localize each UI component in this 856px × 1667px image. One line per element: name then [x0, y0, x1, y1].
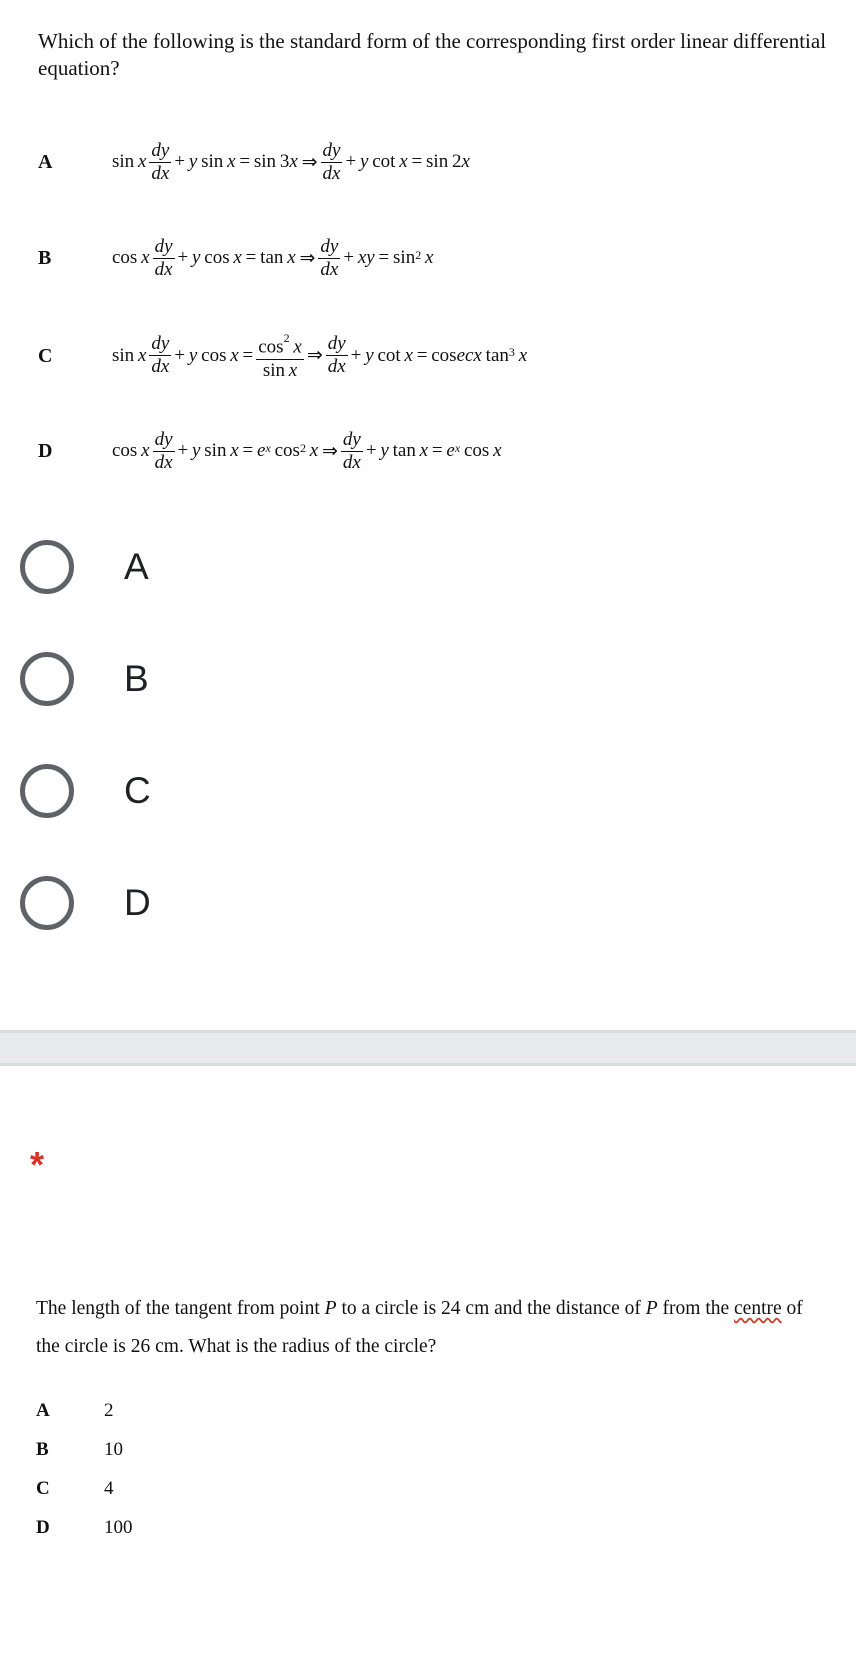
radio-button-a[interactable] [20, 540, 74, 594]
radio-label-a[interactable]: A [124, 546, 149, 587]
q1-option-c [38, 326, 527, 386]
q1-option-d [38, 421, 502, 481]
q2-option-c [36, 1474, 114, 1504]
required-asterisk: * [30, 1144, 45, 1185]
question-1-text: Which of the following is the standard form of the corresponding first order linear differential equation? [38, 29, 827, 80]
radio-choice-c[interactable] [20, 761, 151, 821]
radio-choice-b[interactable] [20, 649, 149, 709]
q2-option-b-letter: B [36, 1439, 49, 1460]
q2-option-d-value: 100 [104, 1517, 133, 1538]
radio-button-b[interactable] [20, 652, 74, 706]
radio-label-c[interactable]: C [124, 770, 151, 811]
q1-option-b [38, 228, 433, 288]
radio-label-b[interactable]: B [124, 658, 149, 699]
q2-option-a [36, 1396, 114, 1426]
q2-option-a-value: 2 [104, 1400, 114, 1421]
q1-option-a-letter: A [38, 150, 53, 173]
q2-option-c-value: 4 [104, 1478, 114, 1499]
q1-option-c-equation: sin x $\frac{dy}{dx}$ + y cos x = $\frac{\cos^2 x}{\text{sin x}}$ ⇒ $\frac{dy}{dx}$ + y cot x = cos ecx tan $^3$ x [112, 331, 528, 381]
q1-option-a-equation: sin x $\frac{dy}{dx}$ + y sin x = sin 3 x ⇒ $\frac{dy}{dx}$ + y cot x = sin 2 x [112, 139, 470, 184]
q2-option-b-value: 10 [104, 1439, 123, 1460]
section-divider [0, 1030, 856, 1066]
q2-option-d-letter: D [36, 1517, 50, 1538]
q1-option-c-letter: C [38, 344, 53, 367]
q2-option-a-letter: A [36, 1400, 50, 1421]
question-2-text: The length of the tangent from point P to a circle is 24 cm and the distance of P from the centre of the circle is 26 cm. What is the radius of the circle? [36, 1298, 803, 1357]
radio-button-d[interactable] [20, 876, 74, 930]
q2-option-b [36, 1435, 123, 1465]
q1-option-d-equation: cos x $\frac{dy}{dx}$ + y sin x = e $^x$ cos $^2$ x ⇒ $\frac{dy}{dx}$ + y tan x = e $^x$ cos x [112, 428, 502, 473]
q1-option-a [38, 132, 470, 192]
radio-choice-d[interactable] [20, 873, 151, 933]
radio-choice-a[interactable] [20, 537, 149, 597]
q1-option-b-letter: B [38, 246, 52, 269]
radio-label-d[interactable]: D [124, 882, 151, 923]
q2-option-c-letter: C [36, 1478, 50, 1499]
radio-button-c[interactable] [20, 764, 74, 818]
q1-option-b-equation: cos x $\frac{dy}{dx}$ + y cos x = tan x ⇒ $\frac{dy}{dx}$ + xy = sin $^2$ x [112, 235, 434, 280]
q2-option-d [36, 1513, 133, 1543]
q1-option-d-letter: D [38, 439, 53, 462]
